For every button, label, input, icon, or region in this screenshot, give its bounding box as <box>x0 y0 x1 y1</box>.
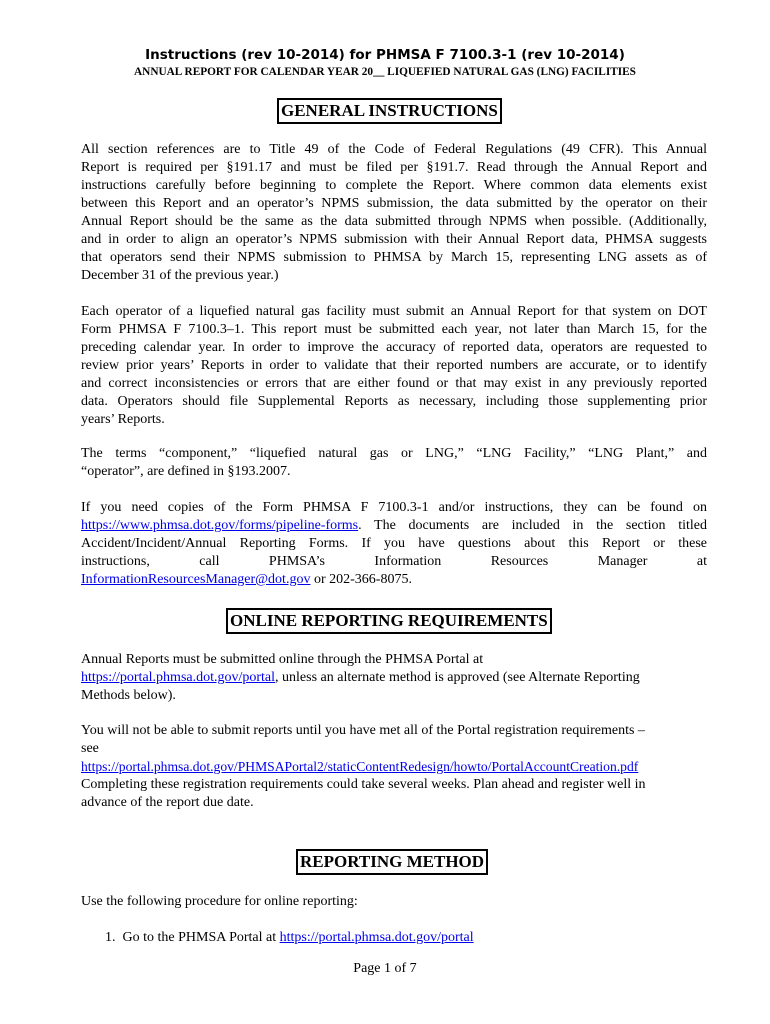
online-paragraph-2 <box>81 722 711 812</box>
text-line: and in order to align an operator’s NPMS submission with their Annual Report data, PHMSA suggests <box>81 232 707 247</box>
text-line: Form PHMSA F 7100.3–1. This report must be submitted each year, not later than March 15, for the <box>81 322 707 337</box>
text-line: instructions carefully before beginning to complete the Report. Where common data elements exist <box>81 178 707 193</box>
text-line: Annual Report should be the same as the data submitted through NPMS when possible. (Additionally, <box>81 214 707 229</box>
text-fragment: instructions, call PHMSA’s Information Resources Manager at <box>81 554 707 569</box>
info-manager-email-link[interactable]: InformationResourcesManager@dot.gov <box>81 572 311 587</box>
general-paragraph-4 <box>81 499 707 589</box>
text-line: between this Report and an operator’s NPMS submission, the data submitted by the operator on their <box>81 196 707 211</box>
reporting-method-heading: REPORTING METHOD <box>296 849 488 875</box>
text-line <box>81 571 707 589</box>
text-line: December 31 of the previous year.) <box>81 268 279 283</box>
text-line: data. Operators should file Supplemental Reports as necessary, including those supplementing prior <box>81 394 707 409</box>
general-paragraph-3 <box>81 445 707 481</box>
text-fragment: . The documents are included in the section titled <box>358 518 707 533</box>
text-line <box>81 758 711 776</box>
text-line: review prior years’ Reports in order to validate that their reported numbers are accurate, or to identify <box>81 358 707 373</box>
online-reporting-heading: ONLINE REPORTING REQUIREMENTS <box>226 608 552 634</box>
text-line: The terms “component,” “liquefied natural gas or LNG,” “LNG Facility,” “LNG Plant,” and <box>81 446 707 461</box>
list-item <box>105 929 474 947</box>
text-line: All section references are to Title 49 of the Code of Federal Regulations (49 CFR). This Annual <box>81 142 707 157</box>
text-line: Report is required per §191.17 and must be filed per §191.7. Read through the Annual Report and <box>81 160 707 175</box>
pipeline-forms-link[interactable]: https://www.phmsa.dot.gov/forms/pipeline-forms <box>81 518 359 533</box>
text-fragment: or 202-366-8075. <box>310 572 412 587</box>
text-line <box>81 553 707 571</box>
portal-account-creation-link[interactable]: https://portal.phmsa.dot.gov/PHMSAPortal2/staticContentRedesign/howto/PortalAccountCreation.pdf <box>81 759 639 774</box>
text-line: Methods below). <box>81 688 176 703</box>
text-line: Each operator of a liquefied natural gas facility must submit an Annual Report for that system on DOT <box>81 304 707 319</box>
text-line: and correct inconsistencies or errors that are either found or that may exist in any previously reported <box>81 376 707 391</box>
text-line: Accident/Incident/Annual Reporting Forms. If you have questions about this Report or these <box>81 536 707 551</box>
text-line: Annual Reports must be submitted online through the PHMSA Portal at <box>81 652 484 667</box>
text-line: that operators send their NPMS submission to PHMSA by March 15, representing LNG assets as of <box>81 250 707 265</box>
text-line: years’ Reports. <box>81 412 165 427</box>
page-number: Page 1 of 7 <box>353 961 417 976</box>
text-line: You will not be able to submit reports until you have met all of the Portal registration requirements – <box>81 723 645 738</box>
document-title: Instructions (rev 10-2014) for PHMSA F 7100.3-1 (rev 10-2014) <box>145 47 625 63</box>
method-intro: Use the following procedure for online reporting: <box>81 894 358 909</box>
text-line: If you need copies of the Form PHMSA F 7100.3-1 and/or instructions, they can be found on <box>81 500 707 515</box>
general-instructions-heading: GENERAL INSTRUCTIONS <box>277 98 502 124</box>
text-line: “operator”, are defined in §193.2007. <box>81 464 291 479</box>
text-line: advance of the report due date. <box>81 795 254 810</box>
document-subtitle: ANNUAL REPORT FOR CALENDAR YEAR 20__ LIQUEFIED NATURAL GAS (LNG) FACILITIES <box>134 66 636 78</box>
general-paragraph-2 <box>81 303 707 429</box>
text-line: Completing these registration requirements could take several weeks. Plan ahead and register well in <box>81 777 646 792</box>
phmsa-portal-link[interactable]: https://portal.phmsa.dot.gov/portal <box>81 670 276 685</box>
text-fragment: Go to the PHMSA Portal at <box>122 930 280 945</box>
online-paragraph-1 <box>81 651 707 705</box>
text-line: preceding calendar year. In order to improve the accuracy of reported data, operators are requested to <box>81 340 707 355</box>
phmsa-portal-link-step1[interactable]: https://portal.phmsa.dot.gov/portal <box>279 930 474 945</box>
text-line <box>81 517 707 535</box>
general-paragraph-1 <box>81 141 707 285</box>
text-fragment: , unless an alternate method is approved (see Alternate Reporting <box>275 670 640 685</box>
list-number: 1. <box>105 930 116 945</box>
text-line <box>81 669 707 687</box>
text-line: see <box>81 741 99 756</box>
